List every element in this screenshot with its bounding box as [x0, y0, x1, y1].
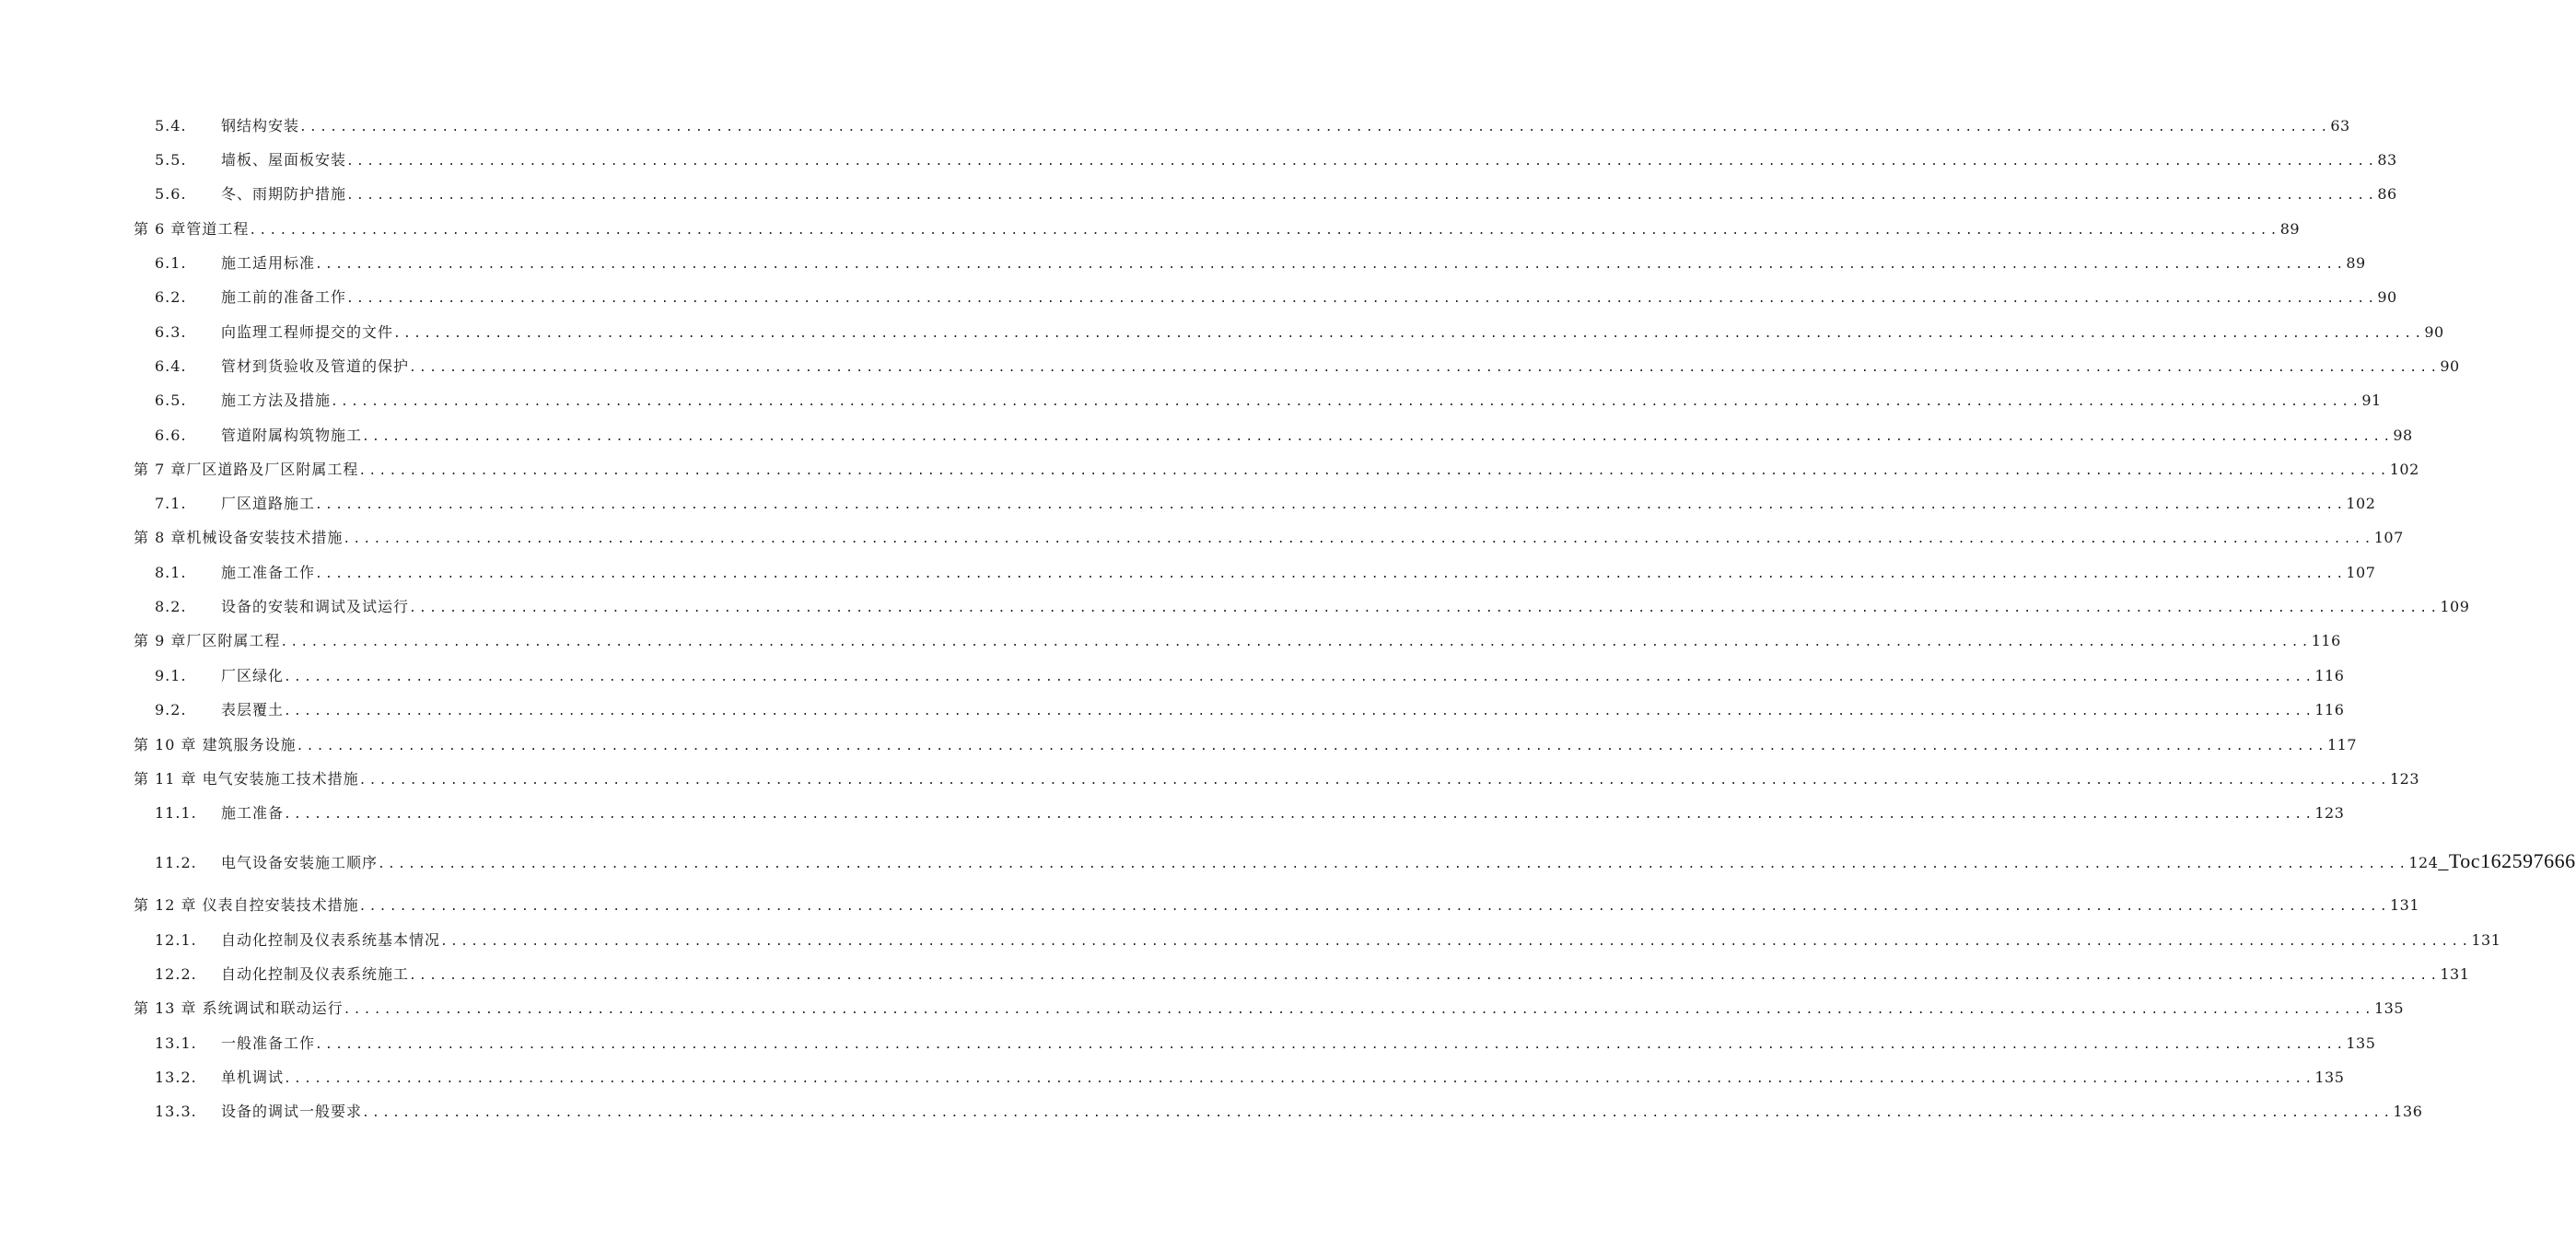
toc-entry-number: 5.4.	[155, 117, 187, 134]
toc-dot-leader: ........................................................................................................................................................................................................	[358, 900, 2390, 914]
toc-page-number: 116	[2314, 667, 2345, 684]
toc-entry-number: 9.1.	[155, 667, 187, 684]
toc-page-number: 86	[2377, 185, 2397, 203]
toc-dot-leader: ........................................................................................................................................................................................................	[409, 601, 2441, 615]
toc-chapter-entry[interactable]	[134, 997, 2405, 1021]
toc-section-entry[interactable]	[134, 801, 2345, 825]
toc-entry-title: 设备的安装和调试及试运行	[221, 598, 410, 615]
toc-dot-leader: ........................................................................................................................................................................................................	[393, 327, 2425, 341]
toc-page-number: 98	[2393, 426, 2413, 444]
toc-section-entry[interactable]	[134, 846, 2576, 877]
toc-entry-number: 6.2.	[155, 288, 187, 306]
toc-dot-leader: ........................................................................................................................................................................................................	[284, 1072, 2315, 1086]
toc-dot-leader: ........................................................................................................................................................................................................	[409, 361, 2441, 375]
toc-entry-number: 5.5.	[155, 151, 187, 169]
toc-page-number: 102	[2389, 461, 2419, 478]
toc-entry-number: 8.2.	[155, 598, 187, 615]
toc-page-number: 123	[2314, 804, 2345, 822]
toc-section-entry[interactable]	[134, 664, 2345, 688]
toc-dot-leader: ........................................................................................................................................................................................................	[378, 858, 2409, 871]
toc-dot-leader: ........................................................................................................................................................................................................	[343, 1003, 2374, 1017]
toc-section-entry[interactable]	[134, 561, 2376, 585]
toc-chapter-entry[interactable]	[134, 893, 2420, 917]
toc-entry-title: 设备的调试一般要求	[221, 1103, 363, 1120]
toc-entry-number: 13.3.	[155, 1103, 197, 1120]
toc-entry-title: 单机调试	[221, 1069, 285, 1086]
toc-section-entry[interactable]	[134, 114, 2350, 138]
toc-dot-leader: ........................................................................................................................................................................................................	[346, 155, 2378, 169]
toc-section-entry[interactable]	[134, 1100, 2423, 1124]
toc-entry-title: 钢结构安装	[221, 117, 300, 134]
toc-page-number: 102	[2346, 495, 2376, 512]
toc-page-number: 63	[2330, 117, 2350, 134]
toc-section-entry[interactable]	[134, 698, 2345, 722]
toc-entry-title: 表层覆土	[221, 701, 285, 718]
toc-chapter-entry[interactable]	[134, 629, 2341, 653]
toc-entry-title: 施工前的准备工作	[221, 288, 347, 306]
toc-entry-number: 6.6.	[155, 426, 187, 444]
toc-entry-number: 6.5.	[155, 391, 187, 409]
toc-section-entry[interactable]	[134, 595, 2470, 619]
toc-bookmark-code: _Toc162597666	[2438, 849, 2576, 872]
toc-entry-number: 5.6.	[155, 185, 187, 203]
toc-page-number: 117	[2326, 736, 2358, 753]
toc-dot-leader: ........................................................................................................................................................................................................	[284, 808, 2315, 822]
toc-section-entry[interactable]	[134, 251, 2366, 275]
toc-dot-leader: ........................................................................................................................................................................................................	[343, 532, 2374, 546]
toc-chapter-entry[interactable]	[134, 526, 2404, 550]
toc-entry-number: 6.4.	[155, 357, 187, 375]
toc-section-entry[interactable]	[134, 355, 2460, 379]
toc-entry-title: 冬、雨期防护措施	[221, 185, 347, 203]
toc-page-number: 135	[2314, 1069, 2345, 1086]
toc-entry-title: 第 8 章机械设备安装技术措施	[134, 529, 344, 546]
toc-section-entry[interactable]	[134, 963, 2470, 987]
toc-chapter-entry[interactable]	[134, 458, 2419, 482]
toc-page-number: 109	[2440, 598, 2470, 615]
toc-page-number: 90	[2377, 288, 2397, 306]
toc-page-number: 89	[2346, 254, 2366, 272]
toc-page-number: 107	[2373, 529, 2404, 546]
toc-dot-leader: ........................................................................................................................................................................................................	[346, 292, 2378, 306]
toc-entry-number: 7.1.	[155, 495, 187, 512]
toc-section-entry[interactable]	[134, 286, 2397, 310]
toc-page-number: 107	[2346, 564, 2376, 581]
toc-entry-number: 8.1.	[155, 564, 187, 581]
toc-dot-leader: ........................................................................................................................................................................................................	[315, 258, 2347, 272]
toc-entry-number: 13.2.	[155, 1069, 197, 1086]
toc-entry-title: 第 7 章厂区道路及厂区附属工程	[134, 461, 359, 478]
toc-dot-leader: ........................................................................................................................................................................................................	[409, 969, 2441, 983]
toc-entry-title: 管材到货验收及管道的保护	[221, 357, 410, 375]
toc-dot-leader: ........................................................................................................................................................................................................	[284, 705, 2315, 718]
toc-entry-title: 施工适用标准	[221, 254, 316, 272]
toc-page-number: 123	[2389, 770, 2420, 788]
toc-section-entry[interactable]	[134, 1066, 2345, 1090]
toc-dot-leader: ........................................................................................................................................................................................................	[280, 636, 2312, 649]
toc-dot-leader: ........................................................................................................................................................................................................	[362, 430, 2394, 444]
toc-entry-title: 第 6 章管道工程	[134, 220, 250, 238]
toc-entry-title: 第 12 章 仪表自控安装技术措施	[134, 896, 359, 914]
toc-entry-title: 第 13 章 系统调试和联动运行	[134, 999, 344, 1017]
toc-chapter-entry[interactable]	[134, 767, 2420, 791]
toc-dot-leader: ........................................................................................................................................................................................................	[358, 464, 2390, 478]
toc-section-entry[interactable]	[134, 182, 2397, 206]
toc-entry-title: 厂区道路施工	[221, 495, 316, 512]
toc-page-number: 90	[2424, 323, 2444, 341]
toc-entry-title: 第 9 章厂区附属工程	[134, 632, 281, 649]
toc-entry-number: 9.2.	[155, 701, 187, 718]
toc-entry-title: 自动化控制及仪表系统基本情况	[221, 931, 441, 949]
toc-chapter-entry[interactable]	[134, 733, 2358, 757]
toc-dot-leader: ........................................................................................................................................................................................................	[284, 671, 2315, 684]
toc-entry-title: 第 10 章 建筑服务设施	[134, 736, 297, 753]
toc-dot-leader: ........................................................................................................................................................................................................	[315, 498, 2347, 512]
toc-dot-leader: ........................................................................................................................................................................................................	[249, 224, 2280, 238]
toc-page-number: 124	[2408, 854, 2439, 871]
toc-page-number: 136	[2393, 1103, 2423, 1120]
toc-page-number: 83	[2377, 151, 2397, 169]
toc-entry-title: 一般准备工作	[221, 1034, 316, 1052]
toc-entry-title: 自动化控制及仪表系统施工	[221, 965, 410, 983]
toc-entry-number: 12.2.	[155, 965, 197, 983]
toc-dot-leader: ........................................................................................................................................................................................................	[362, 1106, 2394, 1120]
toc-page-number: 131	[2389, 896, 2420, 914]
toc-section-entry[interactable]	[134, 492, 2376, 516]
toc-entry-title: 厂区绿化	[221, 667, 285, 684]
toc-dot-leader: ........................................................................................................................................................................................................	[346, 189, 2378, 203]
toc-chapter-entry[interactable]	[134, 217, 2301, 241]
toc-dot-leader: ........................................................................................................................................................................................................	[299, 121, 2331, 134]
toc-page-number: 131	[2440, 965, 2470, 983]
toc-entry-number: 11.1.	[155, 804, 197, 822]
toc-dot-leader: ........................................................................................................................................................................................................	[296, 740, 2327, 753]
toc-page-number: 116	[2314, 701, 2345, 718]
toc-dot-leader: ........................................................................................................................................................................................................	[331, 395, 2362, 409]
toc-section-entry[interactable]	[134, 1032, 2376, 1056]
toc-entry-title: 管道附属构筑物施工	[221, 426, 363, 444]
toc-page-number: 91	[2361, 391, 2382, 409]
toc-entry-number: 6.1.	[155, 254, 187, 272]
toc-dot-leader: ........................................................................................................................................................................................................	[358, 774, 2390, 788]
toc-page-number: 116	[2311, 632, 2341, 649]
toc-section-entry[interactable]	[134, 389, 2382, 413]
toc-section-entry[interactable]	[134, 321, 2444, 345]
toc-dot-leader: ........................................................................................................................................................................................................	[315, 567, 2347, 581]
toc-page-number: 131	[2471, 931, 2501, 949]
toc-section-entry[interactable]	[134, 148, 2397, 172]
toc-page-number: 135	[2346, 1034, 2376, 1052]
toc-section-entry[interactable]	[134, 424, 2413, 448]
toc-entry-title: 电气设备安装施工顺序	[221, 854, 379, 871]
toc-entry-title: 墙板、屋面板安装	[221, 151, 347, 169]
toc-entry-number: 11.2.	[155, 854, 197, 871]
toc-dot-leader: ........................................................................................................................................................................................................	[315, 1038, 2347, 1052]
toc-section-entry[interactable]	[134, 928, 2501, 952]
toc-page-number: 90	[2440, 357, 2460, 375]
toc-entry-number: 13.1.	[155, 1034, 197, 1052]
toc-entry-number: 6.3.	[155, 323, 187, 341]
toc-dot-leader: ........................................................................................................................................................................................................	[440, 935, 2472, 949]
toc-entry-title: 施工方法及措施	[221, 391, 332, 409]
toc-entry-title: 施工准备工作	[221, 564, 316, 581]
toc-page-number: 89	[2279, 220, 2301, 238]
toc-entry-title: 第 11 章 电气安装施工技术措施	[134, 770, 359, 788]
toc-page-number: 135	[2373, 999, 2405, 1017]
toc-entry-title: 施工准备	[221, 804, 285, 822]
toc-entry-number: 12.1.	[155, 931, 197, 949]
toc-entry-title: 向监理工程师提交的文件	[221, 323, 394, 341]
